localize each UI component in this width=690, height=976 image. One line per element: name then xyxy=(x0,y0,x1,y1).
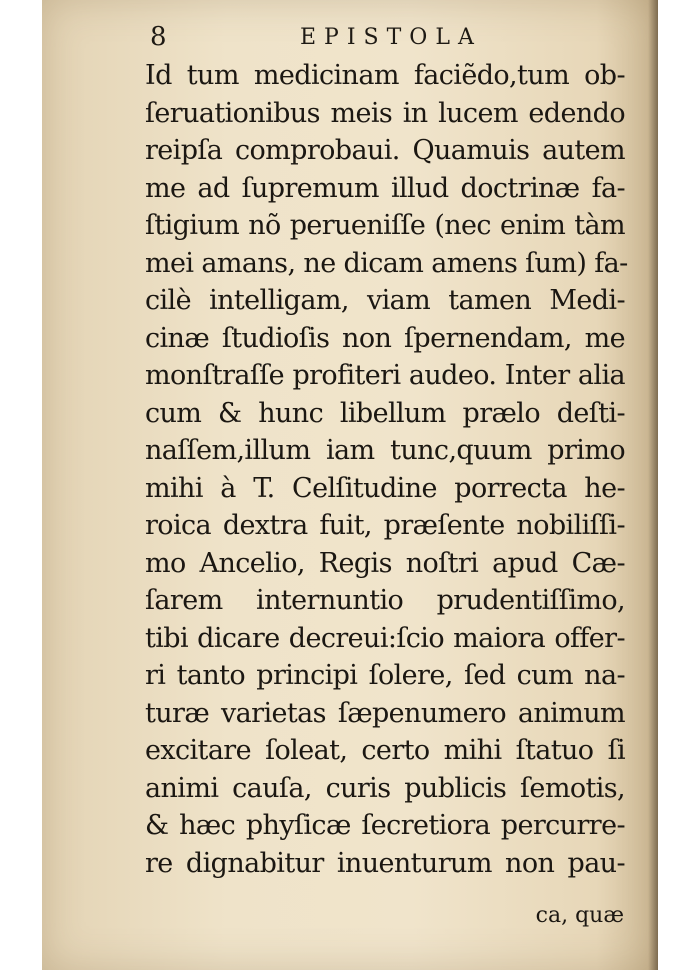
text-line: mihi à T. Celſitudine porrecta he- xyxy=(145,472,625,504)
text-line: cum & hunc libellum prælo deſti- xyxy=(145,397,625,429)
text-line: me ad ſupremum illud doctrinæ fa- xyxy=(145,172,625,204)
text-line: excitare ſoleat, certo mihi ſtatuo ſi xyxy=(145,735,625,766)
text-line: roica dextra fuit, præſente nobiliſſi- xyxy=(145,510,625,541)
text-line: tibi dicare decreui:ſcio maiora offer- xyxy=(145,622,625,654)
book-page xyxy=(42,0,658,970)
text-line: turæ varietas ſæpenumero animum xyxy=(145,697,625,729)
text-line: ſarem internuntio prudentiſſimo, xyxy=(145,585,625,616)
text-line: ſtigium nõ perueniſſe (nec enim tàm xyxy=(145,210,625,241)
body-text xyxy=(145,57,628,882)
text-line: re dignabitur inuenturum non pau- xyxy=(145,847,625,879)
text-line: cinæ ſtudioſis non ſpernendam, me xyxy=(145,322,625,354)
text-line: cilè intelligam, viam tamen Medi- xyxy=(145,285,625,316)
text-line: naſſem,illum iam tunc,quum primo xyxy=(145,435,625,466)
text-line: ſeruationibus meis in lucem edendo xyxy=(145,97,625,129)
text-line: reipſa comprobaui. Quamuis autem xyxy=(145,135,625,166)
text-line: mo Ancelio, Regis noſtri apud Cæ- xyxy=(145,547,625,579)
text-line: mei amans, ne dicam amens ſum) fa- xyxy=(145,247,628,279)
text-line: monſtraſſe profiteri audeo. Inter alia xyxy=(145,360,625,391)
text-line: animi cauſa, curis publicis ſemotis, xyxy=(145,772,625,804)
page-header xyxy=(150,22,620,52)
catchword: ca, quæ xyxy=(535,903,624,928)
text-line: ri tanto principi ſolere, ſed cum na- xyxy=(145,660,625,691)
running-head: EPISTOLA xyxy=(300,25,482,50)
text-line: & hæc phyſicæ ſecretiora percurre- xyxy=(145,810,625,841)
page-edge-shadow xyxy=(648,0,658,970)
page-number: 8 xyxy=(150,22,167,52)
text-line: Id tum medicinam faciẽdo,tum ob- xyxy=(145,60,625,91)
